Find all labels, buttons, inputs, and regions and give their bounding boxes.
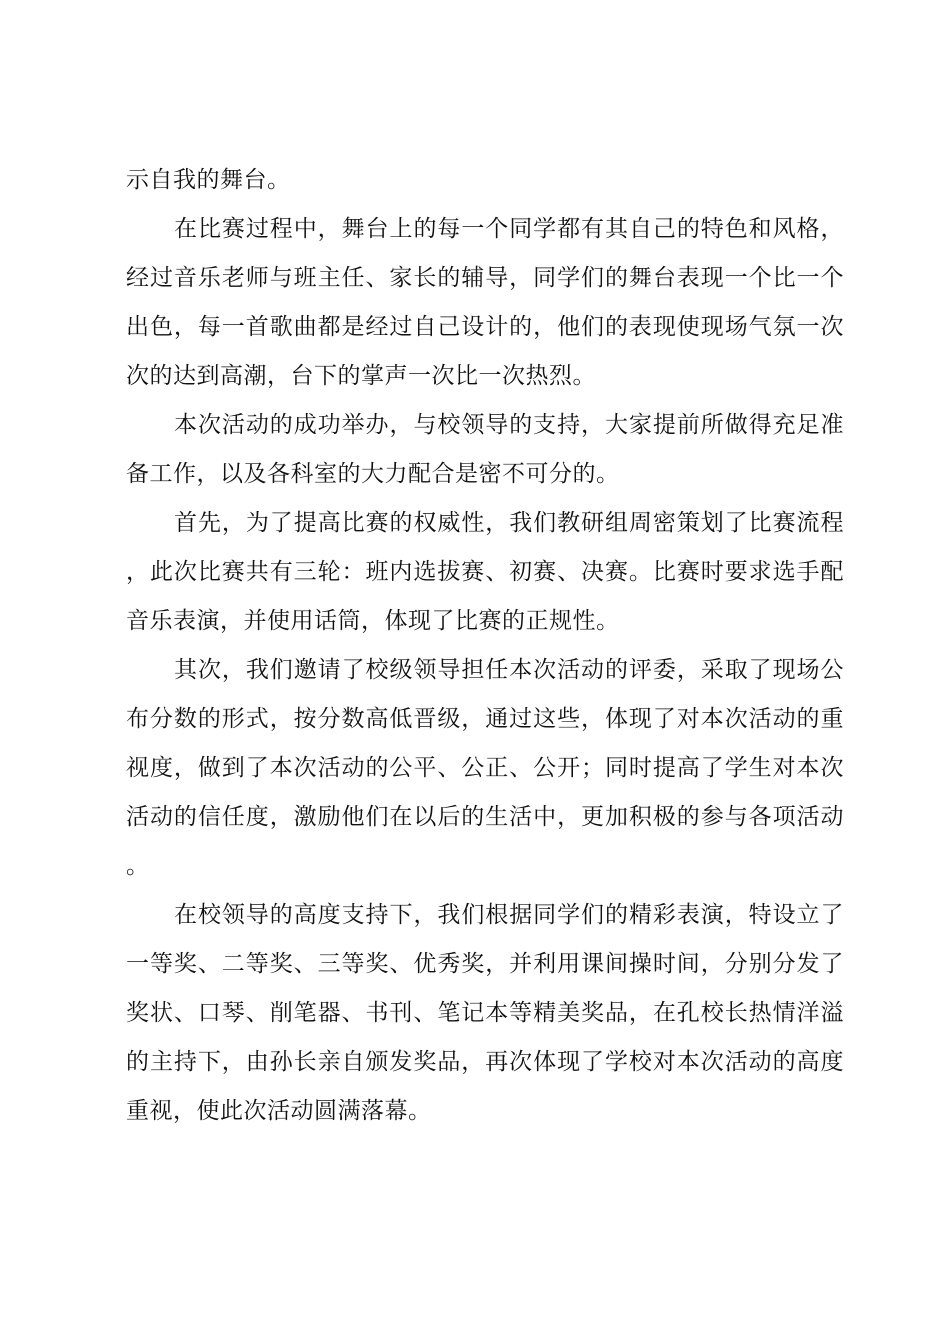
paragraph-continuation: 示自我的舞台。 [126,167,291,193]
paragraph-second-judges: 其次，我们邀请了校级领导担任本次活动的评委，采取了现场公布分数的形式，按分数高低晋级，通过这些，体现了对本次活动的重视度，做到了本次活动的公平、公正、公开；同时提高了学生对本次活动的信任度，激励他们在以后的生活中，更加积极的参与各项活动。 [126,657,844,879]
paragraph-competition-process: 在比赛过程中，舞台上的每一个同学都有其自己的特色和风格，经过音乐老师与班主任、家长的辅导，同学们的舞台表现一个比一个出色，每一首歌曲都是经过自己设计的，他们的表现使现场气氛一次次的达到高潮，台下的掌声一次比一次热烈。 [126,216,844,389]
paragraph-awards: 在校领导的高度支持下，我们根据同学们的精彩表演，特设立了一等奖、二等奖、三等奖、优秀奖，并利用课间操时间，分别分发了奖状、口琴、削笔器、书刊、笔记本等精美奖品，在孔校长热情洋溢的主持下，由孙长亲自颁发奖品，再次体现了学校对本次活动的高度重视，使此次活动圆满落幕。 [126,902,844,1124]
paragraph-first-authority: 首先，为了提高比赛的权威性，我们教研组周密策划了比赛流程，此次比赛共有三轮：班内选拔赛、初赛、决赛。比赛时要求选手配音乐表演，并使用话筒，体现了比赛的正规性。 [126,510,844,634]
document-page [126,156,844,1136]
paragraph-success-reasons: 本次活动的成功举办，与校领导的支持，大家提前所做得充足准备工作，以及各科室的大力配合是密不可分的。 [126,412,844,487]
